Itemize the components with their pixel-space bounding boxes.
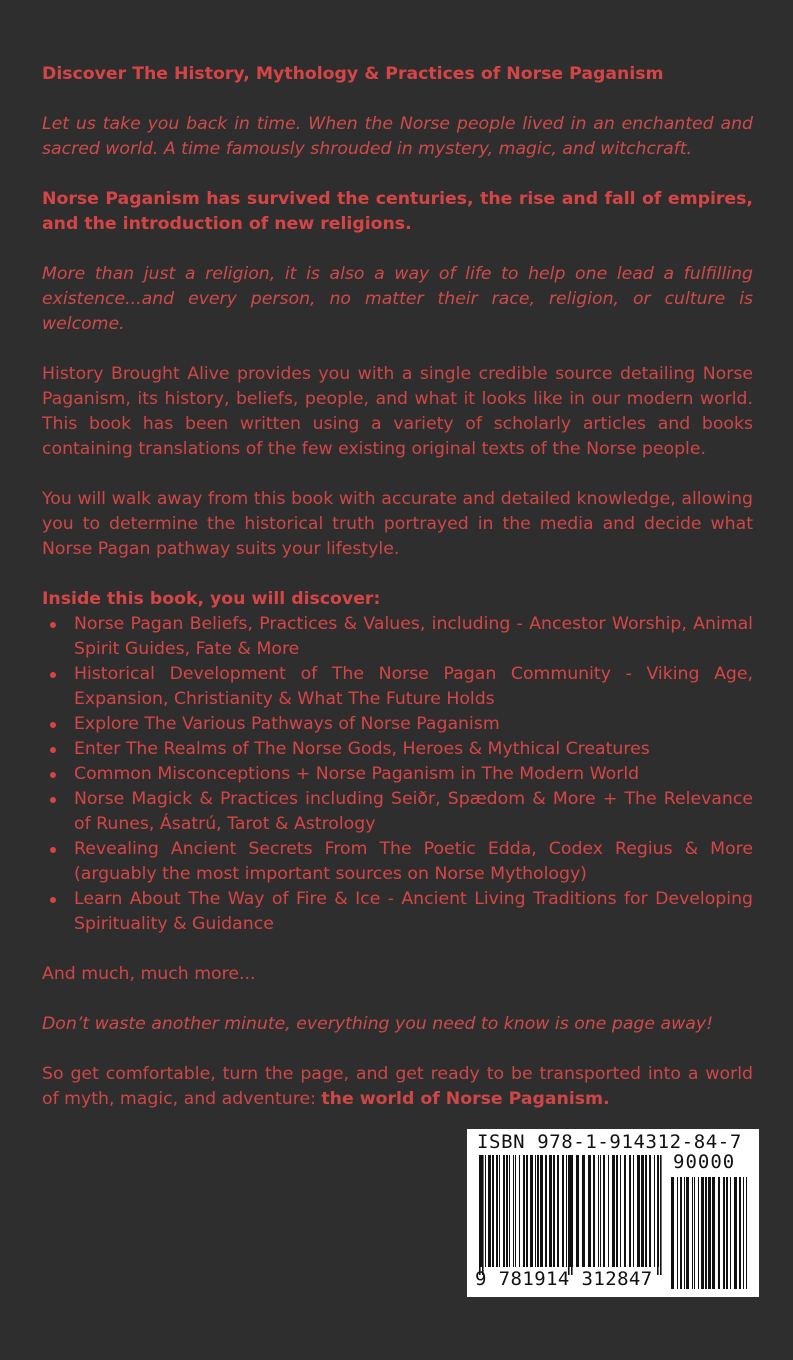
bullet-icon <box>50 622 56 628</box>
list-item: Norse Pagan Beliefs, Practices & Values, including - Ancestor Worship, Animal Spirit Guides, Fate & More <box>42 612 753 662</box>
closing-text: So get comfortable, turn the page, and get ready to be transported into a world of myth, magic, and adventure: <box>42 1064 753 1109</box>
closing-bold-text: the world of Norse Paganism. <box>321 1089 610 1109</box>
bullet-icon <box>50 722 56 728</box>
list-item: Learn About The Way of Fire & Ice - Ancient Living Traditions for Developing Spirituality & Guidance <box>42 887 753 937</box>
list-item: Norse Magick & Practices including Seiðr, Spædom & More + The Relevance of Runes, Ásatrú, Tarot & Astrology <box>42 787 753 837</box>
intro-italic: Let us take you back in time. When the Norse people lived in an enchanted and sacred world. A time famously shrouded in mystery, magic, and witchcraft. <box>42 114 753 159</box>
ean-digits: 9 781914 312847 <box>475 1268 653 1290</box>
bold-statement: Norse Paganism has survived the centuries, the rise and fall of empires, and the introduction of new religions. <box>42 189 753 234</box>
and-more-text: And much, much more... <box>42 964 256 984</box>
list-item: Common Misconceptions + Norse Paganism in The Modern World <box>42 762 753 787</box>
isbn-label: ISBN 978-1-914312-84-7 <box>477 1131 742 1153</box>
bullet-icon <box>50 797 56 803</box>
bullet-icon <box>50 772 56 778</box>
description-paragraph-1: History Brought Alive provides you with a single credible source detailing Norse Paganism, its history, beliefs, people, and what it looks like in our modern world. This book has been written using a variety of scholarly articles and books containing translations of the few existing original texts of the Norse people. <box>42 364 753 459</box>
back-cover-text <box>42 62 753 1112</box>
isbn-barcode <box>467 1129 759 1297</box>
bullet-icon <box>50 672 56 678</box>
cover-heading: Discover The History, Mythology & Practices of Norse Paganism <box>42 64 664 84</box>
list-item: Historical Development of The Norse Pagan Community - Viking Age, Expansion, Christianity & What The Future Holds <box>42 662 753 712</box>
closing-paragraph <box>42 1062 753 1112</box>
call-to-action-italic: Don’t waste another minute, everything you need to know is one page away! <box>42 1014 713 1034</box>
bullet-icon <box>50 897 56 903</box>
bullet-icon <box>50 847 56 853</box>
feature-list <box>42 612 753 937</box>
price-code: 90000 <box>673 1151 736 1173</box>
list-item: Enter The Realms of The Norse Gods, Heroes & Mythical Creatures <box>42 737 753 762</box>
italic-statement: More than just a religion, it is also a way of life to help one lead a fulfilling existence...and every person, no matter their race, religion, or culture is welcome. <box>42 264 753 334</box>
description-paragraph-2: You will walk away from this book with accurate and detailed knowledge, allowing you to determine the historical truth portrayed in the media and decide what Norse Pagan pathway suits your lifestyle. <box>42 489 753 559</box>
inside-heading: Inside this book, you will discover: <box>42 589 381 609</box>
list-item: Explore The Various Pathways of Norse Paganism <box>42 712 753 737</box>
list-item: Revealing Ancient Secrets From The Poetic Edda, Codex Regius & More (arguably the most important sources on Norse Mythology) <box>42 837 753 887</box>
bullet-icon <box>50 747 56 753</box>
